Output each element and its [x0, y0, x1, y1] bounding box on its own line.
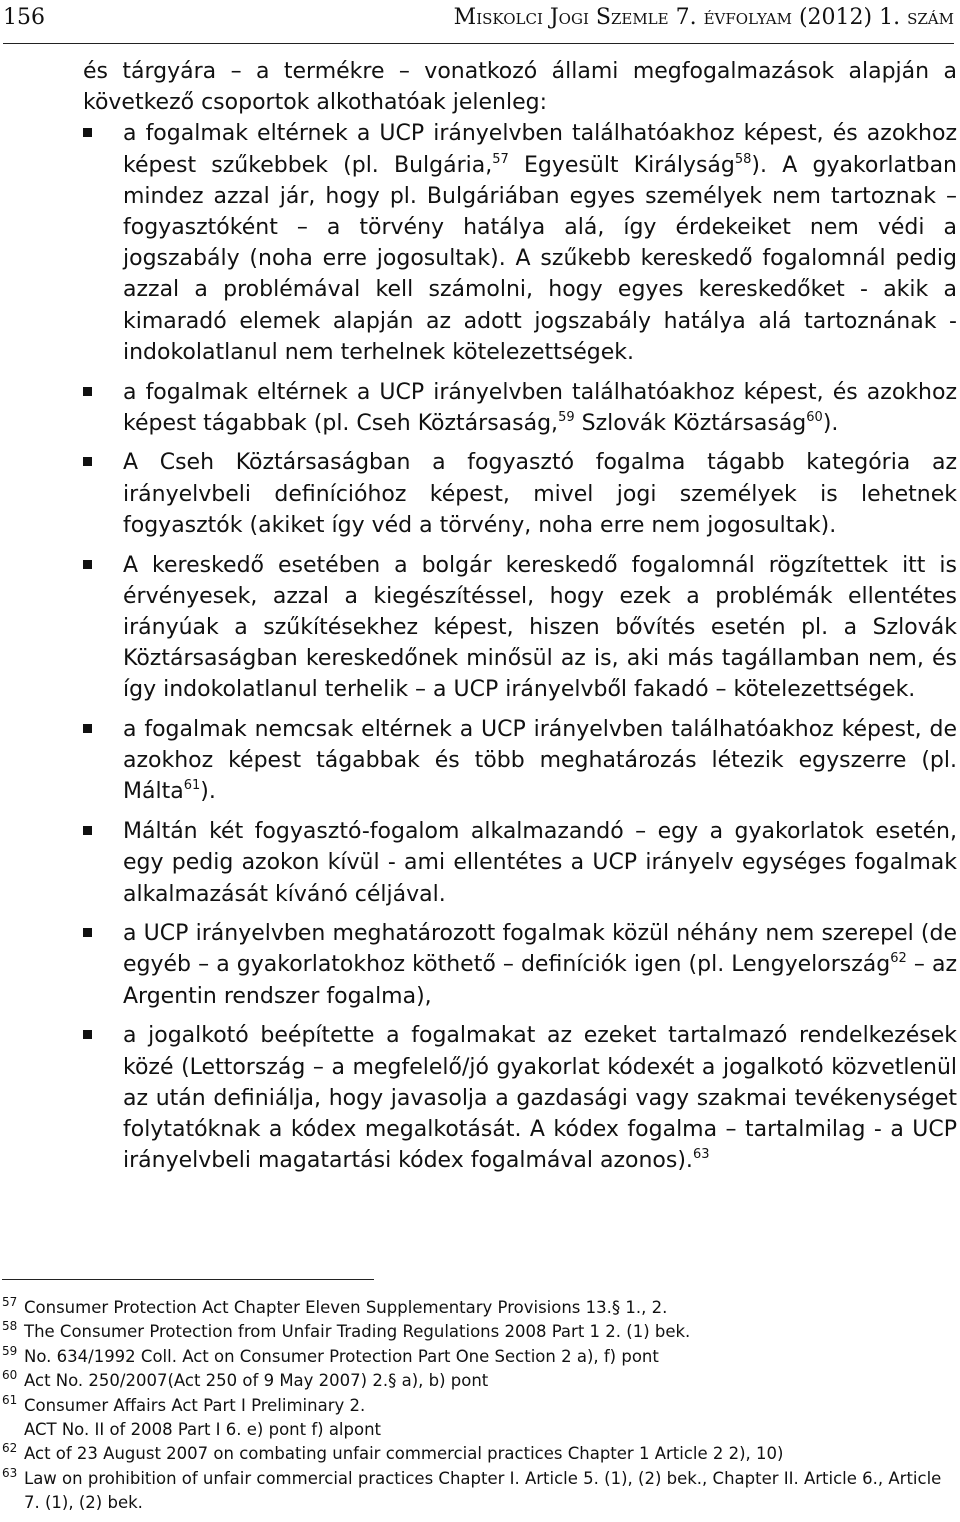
- list-item: [83, 118, 957, 368]
- page-number: 156: [3, 5, 45, 30]
- item-text: Szlovák Köztársaság: [574, 410, 807, 436]
- item-text: A kereskedő esetében a bolgár kereskedő fogalomnál rögzítettek itt is érvényesek, azzal a kiegészítéssel, hogy ezek a problémák ellentétes irányúak a szűkítésekhez képest, hiszen bővítés esetén pl. a Szlovák Köztársaságban kereskedőnek minősül az is, aki más tagállamban nem, és így indokolatlanul terhelik – a UCP irányelvből fakadó – kötelezettségek.: [123, 552, 957, 703]
- item-text: a UCP irányelvben meghatározott fogalmak közül néhány nem szerepel (de egyéb – a gyakorlatokhoz köthető – definíciók igen (pl. Lengyelország: [123, 921, 957, 978]
- intro-paragraph: és tárgyára – a termékre – vonatkozó állami megfogalmazások alapján a következő csoportok alkothatóak jelenleg:: [83, 59, 957, 116]
- list-item: [83, 816, 957, 910]
- footnote-number: 60: [2, 1368, 18, 1383]
- list-item: [83, 447, 957, 541]
- item-text: a fogalmak eltérnek a UCP irányelvben találhatóakhoz képest, és azokhoz képest szűkebbek (pl. Bulgária,: [123, 121, 957, 178]
- item-text: a fogalmak eltérnek a UCP irányelvben találhatóakhoz képest, és azokhoz képest tágabbak (pl. Cseh Köztársaság,: [123, 379, 957, 436]
- main-text: [83, 56, 957, 1185]
- page-header: [3, 5, 954, 44]
- footnote: [2, 1394, 957, 1443]
- footnote-number: 58: [2, 1319, 18, 1334]
- footnote: [2, 1467, 957, 1516]
- item-text: a fogalmak nemcsak eltérnek a UCP irányelvben találhatóakhoz képest, de azokhoz képest tágabbak és több meghatározás létezik egyszerre (pl. Málta: [123, 717, 957, 805]
- footnote-text: ACT No. II of 2008 Part I 6. e) pont f) alpont: [24, 1420, 382, 1440]
- bullet-list: [83, 118, 957, 1176]
- footnote: [2, 1296, 957, 1320]
- square-bullet-icon: [83, 928, 92, 937]
- footnote-separator: [2, 1279, 374, 1280]
- square-bullet-icon: [83, 1030, 92, 1039]
- footnote-ref[interactable]: 63: [692, 1147, 710, 1163]
- footnote-number: 59: [2, 1343, 18, 1358]
- item-text: ).: [822, 410, 839, 436]
- footnote-text: Act No. 250/2007(Act 250 of 9 May 2007) 2.§ a), b) pont: [24, 1371, 489, 1391]
- item-text: Máltán két fogyasztó-fogalom alkalmazandó – egy a gyakorlatok esetén, egy pedig azokon kívül - ami ellentétes a UCP irányelv egységes fogalmak alkalmazását kívánó céljával.: [123, 819, 957, 907]
- footnote: [2, 1320, 957, 1344]
- list-item: [83, 1020, 957, 1176]
- footnote-number: 61: [2, 1392, 18, 1407]
- item-text: ).: [200, 779, 216, 805]
- square-bullet-icon: [83, 560, 92, 569]
- footnote-text: Law on prohibition of unfair commercial practices Chapter I. Article 5. (1), (2) bek., Chapter II. Article 6., Article 7. (1), (2) bek.: [24, 1468, 942, 1513]
- item-text: A Cseh Köztársaságban a fogyasztó fogalma tágabb kategória az irányelvbeli definícióhoz képest, mivel jogi személyek is lehetnek fogyasztók (akiket így véd a törvény, noha erre nem jogosultak).: [123, 450, 957, 538]
- footnote-text: The Consumer Protection from Unfair Trading Regulations 2008 Part 1 2. (1) bek.: [24, 1322, 691, 1342]
- square-bullet-icon: [83, 457, 92, 466]
- square-bullet-icon: [83, 826, 92, 835]
- footnote-text: Consumer Affairs Act Part I Preliminary 2.: [24, 1395, 366, 1415]
- list-item: [83, 550, 957, 706]
- footnote-number: 63: [2, 1465, 18, 1480]
- footnote-ref[interactable]: 60: [806, 409, 823, 425]
- square-bullet-icon: [83, 387, 92, 396]
- footnote: [2, 1345, 957, 1369]
- footnote-text: Consumer Protection Act Chapter Eleven Supplementary Provisions 13.§ 1., 2.: [24, 1298, 668, 1317]
- footnote: [2, 1369, 957, 1393]
- list-item: [83, 918, 957, 1012]
- footnote-ref[interactable]: 58: [734, 151, 752, 167]
- item-text: ). A gyakorlatban mindez azzal jár, hogy pl. Bulgáriában egyes személyek nem tartoznak – fogyasztóként – a törvény hatálya alá, így érdekeiket nem védi a jogszabály (noha erre jogosultak). A szűkebb kereskedő fogalomnál pedig azzal a problémával kell számolni, hogy egyes kereskedőket - akik a kimaradó elemek alapján az adott jogszabály hatálya alá tartoznának - indokolatlanul nem terhelnek kötelezettségek.: [123, 152, 957, 365]
- footnote-number: 57: [2, 1295, 18, 1309]
- item-text: a jogalkotó beépítette a fogalmakat az ezeket tartalmazó rendelkezések közé (Lettország – a megfelelő/jó gyakorlat kódexét a jogalkotó közvetlenül az után definiálja, hogy javasolja a gazdasági vagy szakmai tevékenységet folytatóknak a kódex megalkotását. A kódex fogalma – tartalmilag - a UCP irányelvbeli magatartási kódex fogalmával azonos).: [123, 1023, 957, 1174]
- footnote-text: Act of 23 August 2007 on combating unfair commercial practices Chapter 1 Article 2 2), 10): [24, 1444, 784, 1464]
- square-bullet-icon: [83, 128, 92, 137]
- footnote-ref[interactable]: 62: [890, 951, 907, 967]
- footnotes: [2, 1296, 957, 1516]
- running-head: Miskolci Jogi Szemle 7. évfolyam (2012) 1. szám: [453, 5, 954, 30]
- square-bullet-icon: [83, 724, 92, 733]
- footnote-number: 62: [2, 1441, 18, 1456]
- item-text: – az Argentin rendszer fogalma),: [123, 952, 957, 1009]
- list-item: [83, 377, 957, 439]
- footnote: [2, 1442, 957, 1466]
- footnote-ref[interactable]: 61: [183, 778, 201, 794]
- list-item: [83, 714, 957, 808]
- footnote-ref[interactable]: 59: [558, 409, 575, 425]
- item-text: Egyesült Királyság: [508, 152, 735, 178]
- footnote-ref[interactable]: 57: [492, 151, 509, 167]
- footnote-text: No. 634/1992 Coll. Act on Consumer Protection Part One Section 2 a), f) pont: [24, 1346, 659, 1366]
